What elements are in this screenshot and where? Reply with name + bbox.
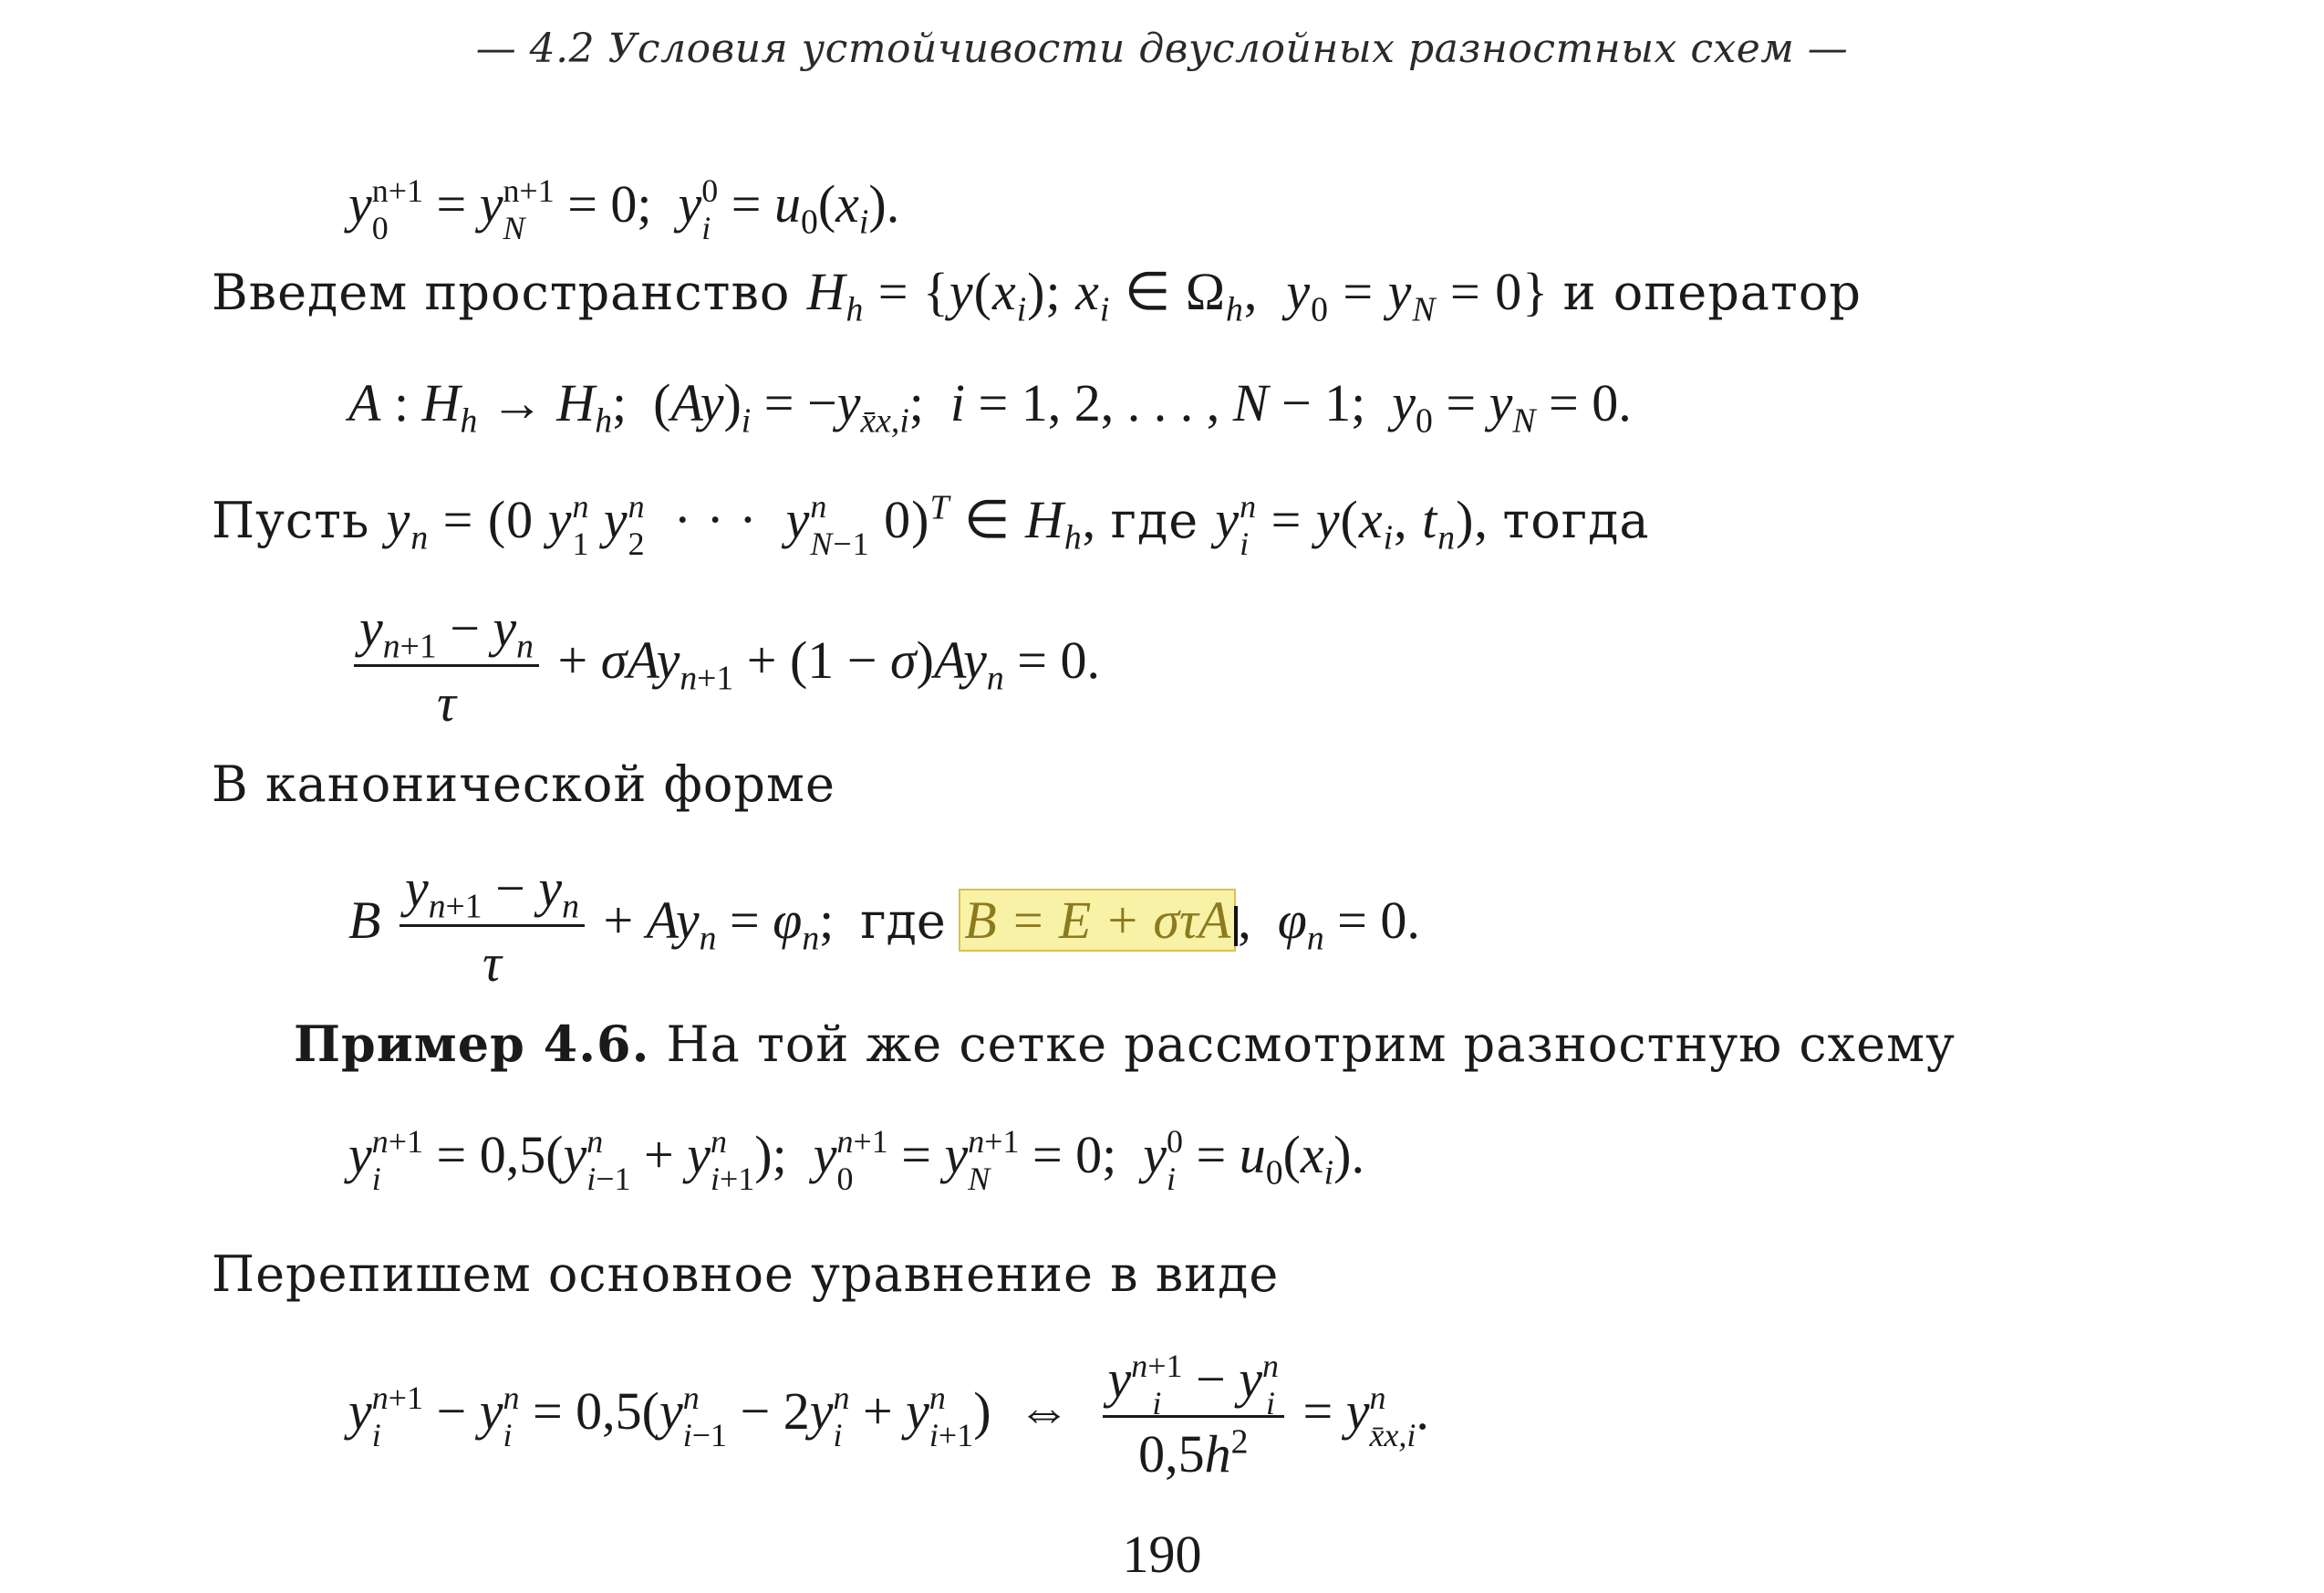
paragraph-vector-definition: Пусть $y_n = (0$ y n 1 y n 2 · · · y n N−1 0)$^T$ ∈ $H_h$, где y n i = $y(x_i$, $t_n$), тогда <box>212 487 1650 563</box>
p1-suffix: и оператор <box>1562 264 1862 321</box>
p2-math2: y n i = $y(x_i$, $t_n$), <box>1215 487 1503 563</box>
equation-operator-definition: A : $H_h \to H_h$; $(Ay)_i = -y_{x̄x,i}$; i = 1, 2, . . . , N − 1; $y_0 = y_N = 0$. <box>348 373 1632 441</box>
equation-weighted-scheme: $\frac{y_{n+1} - y_n}{\tau}$ + $\sigma Ay_{n+1} + (1 - \sigma)Ay_n = 0$. <box>348 598 1100 734</box>
example-heading: Пример 4.6. На той же сетке рассмотрим разностную схему <box>294 1015 1956 1073</box>
fraction: $\frac{y_{n+1} - y_n}{\tau}$ <box>354 598 539 734</box>
equation-rewritten: y n+1 i − y n i = 0,5(y n i−1 − 2y n i + y n i+1 ) ⇔ y n+1 i − y n i $0,5h^2$ = y n x̄x,i . <box>348 1347 1429 1484</box>
p1-prefix: Введем пространство <box>212 264 791 321</box>
text-cursor-icon <box>1234 906 1238 946</box>
running-header: — 4.2 Условия устойчивости двуслойных разностных схем — <box>475 26 1849 72</box>
paragraph-rewrite: Перепишем основное уравнение в виде <box>212 1245 1280 1303</box>
equation-boundary-conditions: y n+1 0 = y n+1 N = 0; y 0 i = $u_0(x_i)$. <box>348 172 900 247</box>
p1-math: $H_h = \{y(x_i)$; $x_i$ ∈ $\Omega_h$, $y_0 = y_N = 0$} <box>806 262 1563 329</box>
fraction: y n+1 i − y n i $0,5h^2$ <box>1103 1348 1284 1484</box>
fraction: $\frac{y_{n+1} - y_n}{\tau}$ <box>399 858 585 994</box>
equation-canonical: B $\frac{y_{n+1} - y_n}{\tau}$ + $Ay_n = \varphi_n$; где B = E + στA , $\varphi_n = 0$. <box>348 859 1420 993</box>
paragraph-canonical-form: В канонической форме <box>212 755 835 813</box>
page-number: 190 <box>1122 1525 1202 1584</box>
p2-math1: $y_n = (0$ y n 1 y n 2 · · · y n N−1 0)$^T$ ∈ $H_h$, <box>386 487 1111 563</box>
paragraph-space-definition <box>212 260 1862 329</box>
highlighted-selection[interactable]: B = E + στA <box>959 889 1236 952</box>
equation-example-scheme: y n+1 i = 0,5(y n i−1 + y n i+1 ); y n+1 0 = y n+1 N = 0; y 0 i = $u_0(x_i)$. <box>348 1122 1364 1198</box>
